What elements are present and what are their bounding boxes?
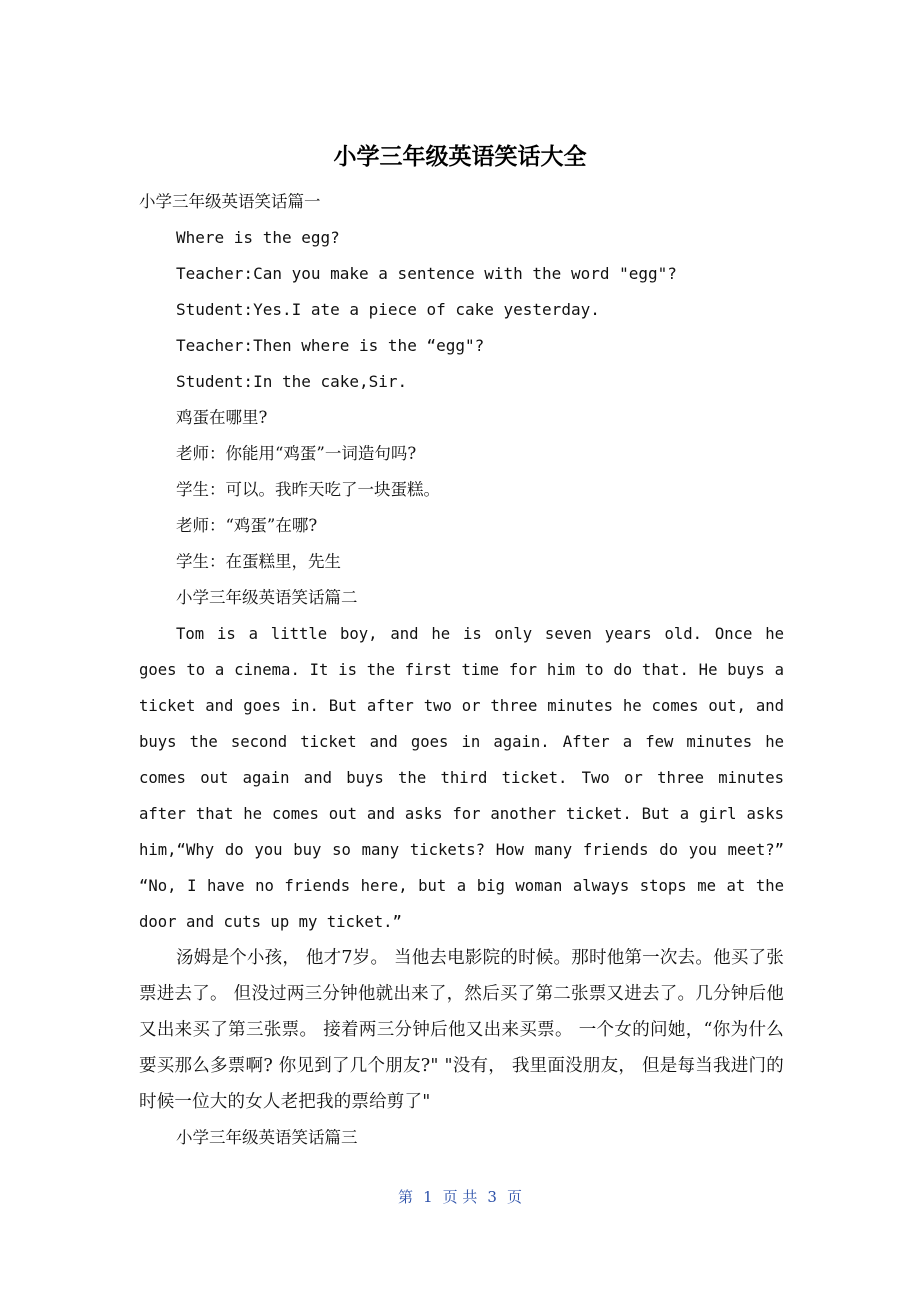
chinese-paragraph: 汤姆是个小孩， 他才7岁。 当他去电影院的时候。那时他第一次去。他买了张票进去了。 但没过两三分钟他就出来了，然后买了第二张票又进去了。几分钟后他又出来买了第三张票。 接着两三分钟后他又出来买票。 一个女的问她，“你为什么要买那么多票啊? 你见到了几个朋友?" "没有， 我里面没朋友， 但是每当我进门的时候一位大的女人老把我的票给剪了": [139, 948, 784, 1112]
text-line: 鸡蛋在哪里?: [176, 408, 268, 427]
footer-end-label: 页: [506, 1188, 522, 1206]
text-line: 学生：可以。我昨天吃了一块蛋糕。: [176, 480, 440, 499]
footer-page-label: 第: [398, 1188, 414, 1206]
section-heading: 小学三年级英语笑话篇一: [139, 192, 321, 211]
footer-total-label: 页 共: [442, 1188, 478, 1206]
text-line: Teacher:Can you make a sentence with the word "egg"?: [176, 264, 677, 283]
text-line: 老师：你能用“鸡蛋”一词造句吗?: [176, 444, 417, 463]
section-heading: 小学三年级英语笑话篇二: [176, 588, 358, 607]
document-body: [139, 184, 784, 1156]
text-line: 学生：在蛋糕里，先生: [176, 552, 341, 571]
page-title: 小学三年级英语笑话大全: [333, 144, 587, 170]
section-heading: 小学三年级英语笑话篇三: [176, 1128, 358, 1147]
text-line: Teacher:Then where is the “egg"?: [176, 336, 485, 355]
footer-current-page: 1: [423, 1188, 433, 1206]
text-line: 老师：“鸡蛋”在哪?: [176, 516, 318, 535]
footer-total-pages: 3: [487, 1188, 497, 1206]
page-footer: [0, 1185, 920, 1209]
text-line: Where is the egg?: [176, 228, 340, 247]
english-paragraph: Tom is a little boy, and he is only seven years old. Once he goes to a cinema. It is the first time for him to do that. He buys a ticket and goes in. But after two or three minutes he comes out, and buys the second ticket and goes in again. After a few minutes he comes out again and buys the third ticket. Two or three minutes after that he comes out and asks for another ticket. But a girl asks him,“Why do you buy so many tickets? How many friends do you meet?” “No, I have no friends here, but a big woman always stops me at the door and cuts up my ticket.”: [139, 625, 784, 931]
text-line: Student:In the cake,Sir.: [176, 372, 408, 391]
text-line: Student:Yes.I ate a piece of cake yesterday.: [176, 300, 600, 319]
